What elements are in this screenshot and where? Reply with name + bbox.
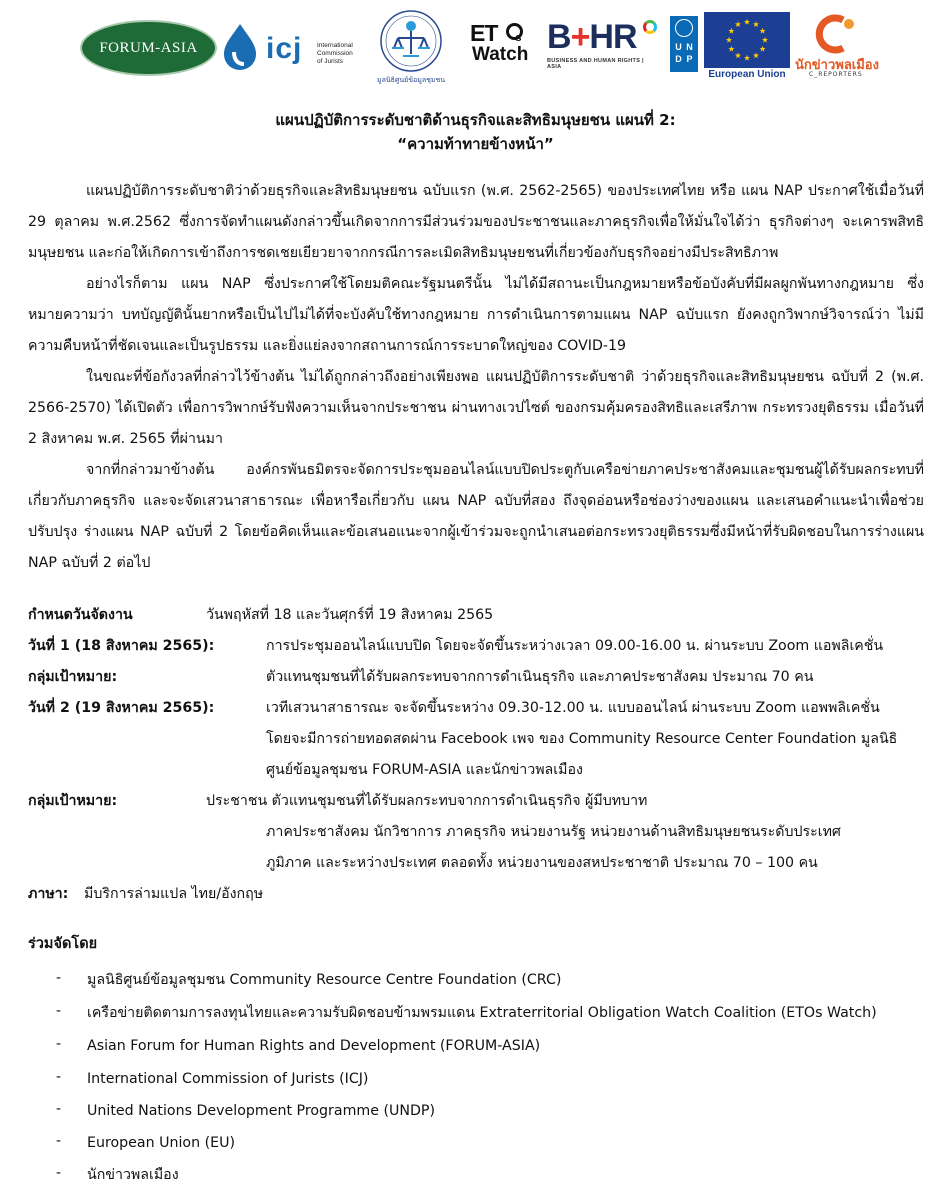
date-label: กำหนดวันจัดงาน [28,607,133,623]
language-value: มีบริการล่ามแปล ไทย/อังกฤษ [84,886,264,902]
bullet-dash: - [56,1069,62,1085]
etos-watch-logo [468,20,538,68]
co-organizer-name: Asian Forum for Human Rights and Development (FORUM-ASIA) [87,1038,541,1054]
intro-text [28,176,924,579]
schedule-row-day2 [28,693,928,724]
crc-logo-caption: มูลนิธิศูนย์ข้อมูลชุมชน [376,76,446,84]
schedule-row-target2-cont2 [28,848,928,879]
target2-continuation-1: ภาคประชาสังคม นักวิชาการ ภาคธุรกิจ หน่วยงานรัฐ หน่วยงานด้านสิทธิมนุษยชนระดับประเทศ [266,824,841,840]
etos-logo-watch: Watch [472,44,529,65]
forum-asia-logo [80,20,217,76]
partner-logo-strip [0,0,951,92]
target2-label: กลุ่มเป้าหมาย: [28,793,118,809]
citizen-reporters-icon [813,14,859,54]
sdg-wheel-icon [643,20,657,34]
bullet-dash: - [56,970,62,986]
bhr-logo-subtitle: BUSINESS AND HUMAN RIGHTS | ASIA [547,58,644,70]
document-title [0,108,951,156]
paragraph-4: จากที่กล่าวมาข้างต้น องค์กรพันธมิตรจะจัดการประชุมออนไลน์แบบปิดประตูกับเครือข่ายภาคประชาสังคมและชุมชนผู้ได้รับผลกระทบที่เกี่ยวกับภาคธุรกิจ และจะจัดเสวนาสาธารณะ เพื่อหารือเกี่ยวกับ แผน NAP ฉบับที่สอง ถึงจุดอ่อนหรือช่องว่างของแผน และเสนอคำแนะนำเพื่อช่วยปรับปรุง ร่างแผน NAP ฉบับที่ 2 โดยข้อคิดเห็นและข้อเสนอแนะจากผู้เข้าร่วมจะถูกนำเสนอต่อกระทรวงยุติธรรมซึ่งมีหน้าที่รับผิดชอบในการร่างแผน NAP ฉบับที่ 2 ต่อไป [28,462,924,571]
co-organizer-name: European Union (EU) [87,1135,236,1151]
title-line-1: แผนปฏิบัติการระดับชาติด้านธุรกิจและสิทธิมนุษยชน แผนที่ 2: [275,111,676,129]
eu-flag-icon [704,12,790,68]
crc-emblem-icon [370,8,452,74]
day1-label: วันที่ 1 (18 สิงหาคม 2565): [28,638,215,654]
citizen-reporters-logo [795,14,879,84]
schedule-row-date [28,600,928,631]
icj-drop-icon [220,22,260,72]
bhr-asia-logo [547,18,659,68]
date-value: วันพฤหัสที่ 18 และวันศุกร์ที่ 19 สิงหาคม 2565 [206,607,494,623]
paragraph-3: ในขณะที่ข้อกังวลที่กล่าวไว้ข้างต้น ไม่ได้ถูกกล่าวถึงอย่างเพียงพอ แผนปฏิบัติการระดับชาติ ว่าด้วยธุรกิจและสิทธิมนุษยชน ฉบับที่ 2 (พ.ศ. 2566-2570) ได้เปิดตัว เพื่อการวิพากษ์รับฟังความเห็นจากประชาชน ผ่านทางเวปไซต์ ของกรมคุ้มครองสิทธิและเสรีภาพ กระทรวงยุติธรรม เมื่อวันที่ 2 สิงหาคม พ.ศ. 2565 ที่ผ่านมา [28,369,924,447]
bullet-dash: - [56,1003,62,1019]
bullet-dash: - [56,1036,62,1052]
schedule-row-target2-cont1 [28,817,928,848]
language-label: ภาษา: [28,886,69,902]
etos-globe-icon [506,23,523,40]
schedule-row-target2 [28,786,928,817]
schedule-row-day1 [28,631,928,662]
eu-logo-label: European Union [708,69,786,80]
day1-value: การประชุมออนไลน์แบบปิด โดยจะจัดขึ้นระหว่างเวลา 09.00-16.00 น. ผ่านระบบ Zoom แอพลิเคชั่น [266,638,884,654]
icj-logo-subtitle: International Commission of Jurists [317,42,353,65]
undp-letters: U N D P [675,42,693,64]
target1-label: กลุ่มเป้าหมาย: [28,669,118,685]
co-organizer-name: มูลนิธิศูนย์ข้อมูลชุมชน Community Resource Centre Foundation (CRC) [87,972,562,988]
etos-logo-word: ET s [470,20,521,46]
citizen-reporters-sub: C_REPORTERS [809,71,863,78]
european-union-logo [704,12,790,82]
bullet-dash: - [56,1165,62,1181]
icj-logo [220,22,360,74]
schedule-row-language [28,879,928,910]
bullet-dash: - [56,1101,62,1117]
crc-logo [370,8,452,86]
co-organizer-name: เครือข่ายติดตามการลงทุนไทยและความรับผิดชอบข้ามพรมแดน Extraterritorial Obligation Watch Coalition (ETOs Watch) [87,1005,877,1021]
day2-value: เวทีเสวนาสาธารณะ จะจัดขึ้นระหว่าง 09.30-12.00 น. แบบออนไลน์ ผ่านระบบ Zoom แอพพลิเคชั่น [266,700,880,716]
co-organizers-heading: ร่วมจัดโดย [28,936,98,952]
title-line-2: “ความท้าทายข้างหน้า” [397,135,554,153]
bhr-logo-word: B+HR [547,18,637,56]
paragraph-2: อย่างไรก็ตาม แผน NAP ซึ่งประกาศใช้โดยมติคณะรัฐมนตรีนั้น ไม่ได้มีสถานะเป็นกฎหมายหรือข้อบังคับที่มีผลผูกพันทางกฎหมาย ซึ่งหมายความว่า บทบัญญัตินั้นยากหรือเป็นไปไม่ได้ที่จะบังคับใช้ทางกฎหมาย การดำเนินการตามแผน NAP ฉบับแรก ยังคงถูกวิพากษ์วิจารณ์ว่า ไม่มีความคืบหน้าที่ชัดเจนและเป็นรูปธรรม และยิ่งแย่ลงจากสถานการณ์การระบาดใหญ่ของ COVID-19 [28,276,924,354]
undp-logo [670,16,698,72]
citizen-reporters-name: นักข่าวพลเมือง [795,58,879,73]
un-globe-icon [675,19,693,37]
schedule-row-target1 [28,662,928,693]
schedule-row-day2-cont2 [28,755,928,786]
co-organizer-name: International Commission of Jurists (ICJ) [87,1071,369,1087]
forum-asia-logo-text: FORUM-ASIA [99,39,198,56]
schedule-row-day2-cont1 [28,724,928,755]
day2-continuation-2: ศูนย์ข้อมูลชุมชน FORUM-ASIA และนักข่าวพลเมือง [266,762,583,778]
target2-continuation-2: ภูมิภาค และระหว่างประเทศ ตลอดทั้ง หน่วยงานของสหประชาชาติ ประมาณ 70 – 100 คน [266,855,818,871]
day2-label: วันที่ 2 (19 สิงหาคม 2565): [28,700,215,716]
co-organizer-name: นักข่าวพลเมือง [87,1167,179,1183]
target1-value: ตัวแทนชุมชนที่ได้รับผลกระทบจากการดำเนินธุรกิจ และภาคประชาสังคม ประมาณ 70 คน [266,669,814,685]
paragraph-1: แผนปฏิบัติการระดับชาติว่าด้วยธุรกิจและสิทธิมนุษยชน ฉบับแรก (พ.ศ. 2562-2565) ของประเทศไทย หรือ แผน NAP ประกาศใช้เมื่อวันที่ 29 ตุลาคม พ.ศ.2562 ซึ่งการจัดทำแผนดังกล่าวขึ้นเกิดจากการมีส่วนร่วมของประชาชนและภาคธุรกิจเพื่อให้มั่นใจได้ว่า ธุรกิจต่างๆ จะเคารพสิทธิมนุษยชน และก่อให้เกิดการเข้าถึงการชดเชยเยียวยาจากกรณีการละเมิดสิทธิมนุษยชนที่เกี่ยวข้องกับธุรกิจอย่างมีประสิทธิภาพ [28,183,924,261]
day2-continuation-1: โดยจะมีการถ่ายทอดสดผ่าน Facebook เพจ ของ Community Resource Center Foundation มูลนิธิ [266,731,898,747]
icj-logo-word: icj [266,32,303,65]
event-schedule [28,600,928,910]
bullet-dash: - [56,1133,62,1149]
target2-value: ประชาชน ตัวแทนชุมชนที่ได้รับผลกระทบจากการดำเนินธุรกิจ ผู้มีบทบาท [206,793,648,809]
co-organizer-name: United Nations Development Programme (UNDP) [87,1103,435,1119]
